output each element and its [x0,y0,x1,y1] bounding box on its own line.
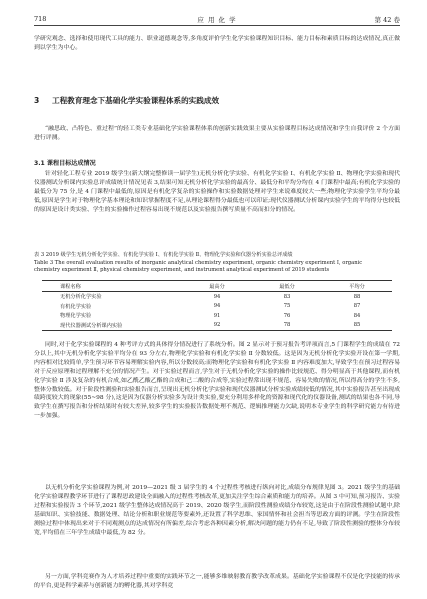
course-name-cell: 物理化学实验 [60,313,92,320]
column-header: 最低分 [252,281,322,292]
avg-score-cell: 88 [353,293,361,300]
table-row [42,311,392,321]
paragraph-competition: 另一方面,学科竞赛作为人才培养过程中重要的实践环节之一,能够多维映射教育教学改革成果。基础化学实验课程不仅是化学技能的传承的平台,更是科学素养与创新能力的孵化器,其对学科竞 [34,574,400,589]
course-name-cell: 现代仪器测试分析课内实验 [42,321,182,331]
table-row [42,302,392,312]
section-number: 3 [34,96,40,105]
paragraph-grades: 针对轻化工程专业 2019 级学生(新大纲完整修读一届学生)无机分析化学实验、有机化学实验 Ⅰ、有机化学实验 Ⅱ、物理化学实验和现代仪器测试分析课内实验总评成绩统计情况见表 3,结果可知无机分析化学实验的最高分、最低分和平均分均在 4 门课程中最高;有机化学实验的最低分为 75 分,是 4 门课程中最低的,原因是有机化学复杂的实验操作和实验数据处理对学生来说难度较大一些;物理化学实验学生平均分最低,原因是学生对于物理化学基本理论和知识掌握程度不足,从理论课程得分最低也可以印证;现代仪器测试分析课内实验学生的平均得分也较低的原因是设计类实验、学生的实验操作过程容易出现不规范以及实验报告撰写质量不高而扣分的情况。 [34,171,400,213]
column-header: 课程名称 [42,281,182,292]
table-caption-en-1: Table 3 The overall evaluation results of inorganic analytical chemistry experiment, organic chemistry experiment Ⅰ, organic [34,260,363,266]
running-header [34,15,400,26]
max-score-cell: 92 [182,321,252,331]
section-title: 工程教育理念下基础化学实验课程体系的实践成效 [52,96,220,105]
paper-page [34,0,400,599]
avg-score-cell: 87 [353,303,361,310]
paragraph-assessment-analysis: 同时,对于化学实验课程的 4 种考评方式的具体得分情况进行了系统分析。图 2 显示对于预习报告考评项而言,5 门课程学生的成绩在 72 分以上,其中无机分析化学实验平均分在 93 分左右,物理化学实验和有机化学实验 Ⅱ 分数较低。这是因为无机分析化学实验开设在第一学期,内容相对比较简单,学生预习环节容易理解实验内容,所以分数较高;而物理化学实验和有机化学实验 Ⅱ 内容难度加大,导致学生在预习过程容易对于反应原理和过程理解不充分的情况产生。对于实验过程而言,学生对于无机分析化学实验的操作比较规范、得分明显高于其他课程,而有机化学实验 Ⅱ 涉及复杂的有机合成,如乙酰乙酸乙酯的合成和己二酸的合成等,实验过程常出现不规范、容易失败的情况,所以得高分的学生不多,整体分数较低。对于阶段性测验和实验报告而言,呈现出无机分析化学实验和现代仪器测试分析实验成绩较低的情况,其中实验报告甚至出现成绩跨度较大的现象(55~98 分),这是因为仪器分析实验多为设计类实验,要充分利用多样化的资源和现代化的仪器设备,测试的结果也各不同,导致学生在撰写报告和分析结果时有较大差异,较多学生的实验报告数据处理不规范、逻辑推理能力欠缺,说明本专业学生的科学研究能力有待进一步加强。 [34,342,400,420]
column-header: 平均分 [322,281,392,292]
table-row [42,292,392,302]
avg-score-cell: 85 [322,321,392,331]
max-score-cell: 94 [213,293,221,300]
page-number: 718 [34,15,47,23]
column-header: 最高分 [182,281,252,292]
table-caption-en-2: chemistry experiment Ⅱ, physical chemistry experiment, and instrument analytical experiment of 2019 students [34,267,330,273]
journal-title: 应 用 化 学 [197,16,237,24]
table-header-row [42,281,392,292]
min-score-cell: 83 [283,293,291,300]
paragraph-intro: “融思政、凸特色、重过程”的轻工类专业基础化学实验课程体系的创新实践效果主要从实验课程目标达成情况和学生自我评价 2 个方面进行评测。 [34,126,400,141]
max-score-cell: 94 [213,303,221,310]
table-row [42,321,392,331]
max-score-cell: 91 [213,312,221,319]
volume-label: 第 42 卷 [374,16,400,24]
paragraph-longitudinal-comparison: 以无机分析化学实验课程为例,对 2019—2021 级 3 届学生的 4 个过程性考核进行纵向对比,成绩分布规律见图 3。2021 级学生的基础化学实验课程教学环节进行了课程思政建设全面融入的过程性考核改革,更加关注学生综合素质和能力的培养。从图 3 中可知,预习报告、实验过程和实验报告 3 个环节,2021 级学生整体达成情况高于 2019、2020 级学生,而阶段性测验成绩分布较宽,这是由于在阶段性测验试题中,除基础知识、实验技能、数据处理、结论分析和职业规范等要素外,还设置了科学思维、家国情怀和社会担当等思政方面的评测。学生在阶段性测验过程中体现出来对于不同观测点的达成情况有所偏差,综合考虑各种因素分析,解决问题的能力仍有不足,导致了阶段性测验的整体分布较宽,平均值在三年学生成绩中最低,为 82 分。 [34,485,400,536]
course-name-cell: 无机分析化学实验 [60,294,102,301]
section-heading [34,95,219,106]
table-caption-cn: 表 3 2019 级学生无机分析化学实验、有机化学实验 Ⅰ、有机化学实验 Ⅱ、物理化学实验和仪器分析实验总评成绩 [34,252,293,258]
avg-score-cell: 84 [353,312,361,319]
min-score-cell: 76 [283,312,291,319]
paragraph-continued: 学研究观念、选择和使用现代工具的能力、职业道德观念等,多角度评价学生化学实验课程知识目标、能力目标和素质目标的达成情况,真正做到以学生为中心。 [34,36,400,51]
subsection-heading: 3.1 课程目标达成情况 [34,160,96,167]
min-score-cell: 75 [283,303,291,310]
course-name-cell: 有机化学实验 [60,303,92,310]
min-score-cell: 78 [252,321,322,331]
grades-table [42,280,392,331]
